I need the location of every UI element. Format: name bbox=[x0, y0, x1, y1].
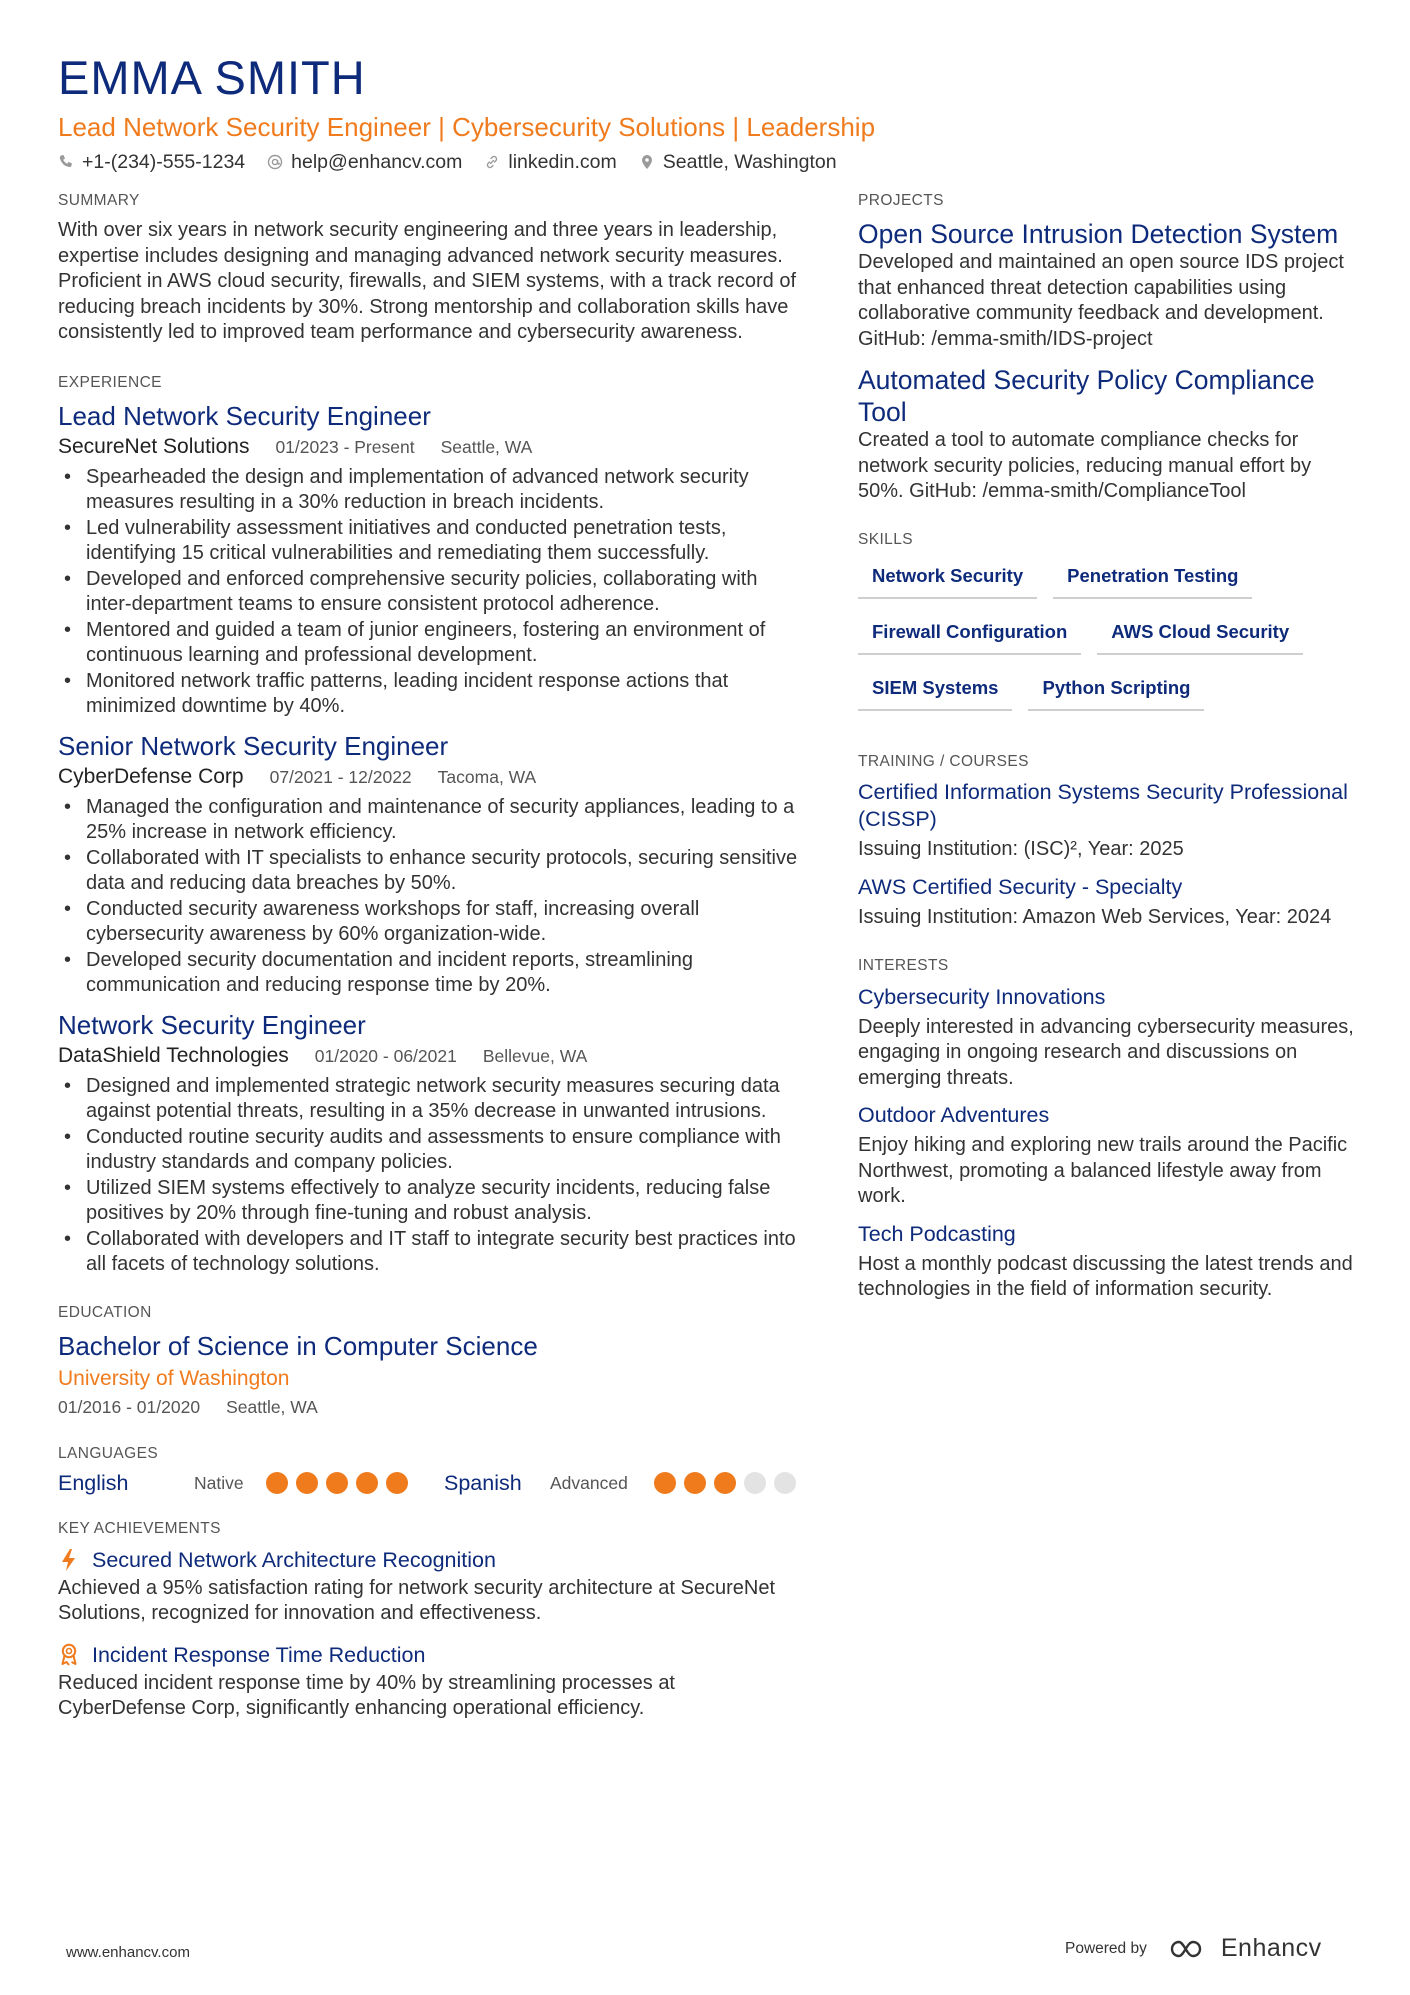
company-name: CyberDefense Corp bbox=[58, 764, 244, 788]
projects-section bbox=[858, 190, 1358, 505]
contact-location bbox=[639, 148, 837, 176]
bullet-item: • Designed and implemented strategic network security measures securing data against potential threats, resulting in a 35% decrease in unwanted intrusions. bbox=[58, 1074, 808, 1125]
interest-text: Deeply interested in advancing cybersecurity measures, engaging in ongoing research and discussions on emerging threats. bbox=[858, 1015, 1354, 1089]
language-level: Native bbox=[194, 1472, 244, 1493]
job-meta bbox=[58, 433, 808, 461]
job-title: Senior Network Security Engineer bbox=[58, 730, 449, 761]
achievement-text: Reduced incident response time by 40% by streamlining processes at CyberDefense Corp, significantly enhancing operational efficiency. bbox=[58, 1671, 675, 1719]
resume-header bbox=[58, 50, 1358, 176]
section-title-courses: TRAINING / COURSES bbox=[858, 752, 1029, 770]
bullet-item: • Spearheaded the design and implementation of advanced network security measures resulting in a 30% reduction in breach incidents. bbox=[58, 465, 808, 516]
rating-dot-filled bbox=[296, 1472, 318, 1494]
enhancv-logo[interactable] bbox=[1169, 1934, 1322, 1963]
company-name: SecureNet Solutions bbox=[58, 434, 250, 458]
bullet-item: • Utilized SIEM systems effectively to analyze security incidents, reducing false positives by 20% through fine-tuning and robust analysis. bbox=[58, 1176, 808, 1227]
experience-entry bbox=[58, 400, 808, 720]
education-degree: Bachelor of Science in Computer Science bbox=[58, 1330, 538, 1361]
bullet-item: • Conducted security awareness workshops for staff, increasing overall cybersecurity awareness by 60% organization-wide. bbox=[58, 897, 808, 948]
experience-entry bbox=[58, 730, 808, 999]
award-icon bbox=[58, 1643, 80, 1667]
experience-section bbox=[58, 372, 808, 1278]
project-text: Created a tool to automate compliance checks for network security policies, reducing manual effort by 50%. GitHub: /emma-smith/ComplianceTool bbox=[858, 429, 1312, 502]
course-item bbox=[858, 779, 1358, 863]
section-title-languages: LANGUAGES bbox=[58, 1444, 159, 1462]
rating-dot-filled bbox=[266, 1472, 288, 1494]
contact-phone[interactable] bbox=[58, 148, 245, 176]
project-title: Open Source Intrusion Detection System bbox=[858, 219, 1339, 249]
language-rating bbox=[266, 1472, 408, 1494]
course-title: Certified Information Systems Security Professional (CISSP) bbox=[858, 779, 1348, 831]
lightning-icon bbox=[58, 1548, 80, 1572]
bullet-item: • Managed the configuration and maintenance of security appliances, leading to a 25% increase in network efficiency. bbox=[58, 795, 808, 846]
contact-row bbox=[58, 148, 1358, 176]
section-title-experience: EXPERIENCE bbox=[58, 373, 162, 391]
languages-section bbox=[58, 1443, 808, 1496]
company-name: DataShield Technologies bbox=[58, 1043, 289, 1067]
bullet-item: • Developed security documentation and incident reports, streamlining communication and reducing response time by 20%. bbox=[58, 948, 808, 999]
interest-title: Outdoor Adventures bbox=[858, 1103, 1050, 1127]
job-title: Network Security Engineer bbox=[58, 1009, 366, 1040]
summary-text: With over six years in network security engineering and three years in leadership, expertise includes designing and managing advanced network security measures. Proficient in AWS cloud security, firewalls, and SIEM systems, with a track record of reducing breach incidents by 30%. Strong mentorship and collaboration skills have consistently led to improved team performance and cybersecurity awareness. bbox=[58, 219, 797, 343]
project-item bbox=[858, 364, 1358, 505]
language-name: Spanish bbox=[444, 1470, 522, 1495]
enhancv-logo-icon bbox=[1169, 1938, 1213, 1960]
achievement-title: Incident Response Time Reduction bbox=[92, 1642, 426, 1667]
achievements-section bbox=[58, 1518, 808, 1722]
section-title-skills: SKILLS bbox=[858, 530, 913, 548]
candidate-name: EMMA SMITH bbox=[58, 51, 366, 104]
language-level: Advanced bbox=[550, 1472, 628, 1493]
right-column bbox=[858, 190, 1358, 1303]
skill-tag: Network Security bbox=[858, 557, 1037, 599]
project-item bbox=[858, 218, 1358, 352]
project-title: Automated Security Policy Compliance Tool bbox=[858, 365, 1315, 427]
course-item bbox=[858, 874, 1358, 931]
rating-dot-filled bbox=[654, 1472, 676, 1494]
education-dates: 01/2016 - 01/2020 bbox=[58, 1396, 201, 1417]
interest-item bbox=[858, 983, 1358, 1092]
skills-section bbox=[858, 529, 1358, 711]
section-title-summary: SUMMARY bbox=[58, 192, 140, 209]
summary-section bbox=[58, 190, 808, 346]
phone-icon bbox=[58, 154, 74, 170]
candidate-tagline: Lead Network Security Engineer | Cybersecurity Solutions | Leadership bbox=[58, 112, 876, 142]
skills-list bbox=[858, 557, 1358, 711]
rating-dot-filled bbox=[356, 1472, 378, 1494]
courses-section bbox=[858, 751, 1358, 931]
skill-tag: Python Scripting bbox=[1028, 669, 1204, 711]
powered-by-label: Powered by bbox=[1065, 1939, 1147, 1957]
language-rating bbox=[654, 1472, 796, 1494]
job-dates: 07/2021 - 12/2022 bbox=[269, 766, 412, 787]
interest-title: Cybersecurity Innovations bbox=[858, 984, 1106, 1009]
job-location: Seattle, WA bbox=[440, 436, 533, 457]
interest-text: Host a monthly podcast discussing the latest trends and technologies in the field of information security. bbox=[858, 1252, 1353, 1300]
education-school: University of Washington bbox=[58, 1366, 290, 1390]
interest-text: Enjoy hiking and exploring new trails around the Pacific Northwest, promoting a balanced lifestyle away from work. bbox=[858, 1134, 1348, 1207]
job-meta bbox=[58, 1042, 808, 1070]
email-text: help@enhancv.com bbox=[291, 151, 463, 173]
job-location: Tacoma, WA bbox=[437, 766, 537, 787]
course-text: Issuing Institution: (ISC)², Year: 2025 bbox=[858, 837, 1184, 860]
rating-dot-filled bbox=[684, 1472, 706, 1494]
left-column bbox=[58, 190, 808, 1722]
bullet-item: • Mentored and guided a team of junior engineers, fostering an environment of continuous learning and professional development. bbox=[58, 618, 808, 669]
interests-section bbox=[858, 955, 1358, 1303]
job-location: Bellevue, WA bbox=[482, 1045, 588, 1066]
project-text: Developed and maintained an open source IDS project that enhanced threat detection capabilities using collaborative community feedback and development. GitHub: /emma-smith/IDS-project bbox=[858, 251, 1344, 350]
location-text: Seattle, Washington bbox=[662, 151, 837, 173]
bullet-item: • Developed and enforced comprehensive security policies, collaborating with inter-department teams to ensure consistent protocol adherence. bbox=[58, 567, 808, 618]
footer-website[interactable]: www.enhancv.com bbox=[66, 1944, 190, 1961]
achievement-item bbox=[58, 1546, 808, 1627]
linkedin-text: linkedin.com bbox=[508, 151, 617, 173]
education-meta bbox=[58, 1393, 808, 1421]
achievement-title: Secured Network Architecture Recognition bbox=[92, 1547, 496, 1572]
bullet-item: • Monitored network traffic patterns, leading incident response actions that minimized downtime by 40%. bbox=[58, 669, 808, 720]
skill-tag: Penetration Testing bbox=[1053, 557, 1252, 599]
link-icon bbox=[484, 154, 500, 170]
experience-entry bbox=[58, 1009, 808, 1278]
contact-email[interactable] bbox=[267, 148, 462, 176]
rating-dot-empty bbox=[774, 1472, 796, 1494]
section-title-projects: PROJECTS bbox=[858, 192, 944, 209]
skill-tag: SIEM Systems bbox=[858, 669, 1012, 711]
interest-item bbox=[858, 1101, 1358, 1210]
job-title: Lead Network Security Engineer bbox=[58, 400, 431, 431]
achievement-text: Achieved a 95% satisfaction rating for network security architecture at SecureNet Solutions, recognized for innovation and effectiveness. bbox=[58, 1576, 776, 1624]
section-title-achievements: KEY ACHIEVEMENTS bbox=[58, 1519, 221, 1537]
at-icon bbox=[267, 154, 283, 170]
job-bullets bbox=[58, 1074, 808, 1278]
skill-tag: AWS Cloud Security bbox=[1097, 613, 1303, 655]
phone-text: +1-(234)-555-1234 bbox=[82, 151, 246, 173]
interest-title: Tech Podcasting bbox=[858, 1221, 1016, 1246]
rating-dot-filled bbox=[714, 1472, 736, 1494]
language-name: English bbox=[58, 1470, 129, 1495]
job-bullets bbox=[58, 795, 808, 999]
interest-item bbox=[858, 1220, 1358, 1303]
brand-name: Enhancv bbox=[1220, 1934, 1322, 1962]
section-title-education: EDUCATION bbox=[58, 1303, 152, 1321]
job-bullets bbox=[58, 465, 808, 720]
bullet-item: • Conducted routine security audits and assessments to ensure compliance with industry standards and company policies. bbox=[58, 1125, 808, 1176]
languages-row bbox=[58, 1471, 808, 1496]
course-text: Issuing Institution: Amazon Web Services, Year: 2024 bbox=[858, 906, 1332, 928]
skill-tag: Firewall Configuration bbox=[858, 613, 1081, 655]
education-section bbox=[58, 1302, 808, 1421]
section-title-interests: INTERESTS bbox=[858, 956, 949, 974]
education-location: Seattle, WA bbox=[226, 1396, 318, 1417]
bullet-item: • Collaborated with developers and IT staff to integrate security best practices into all facets of technology solutions. bbox=[58, 1227, 808, 1278]
rating-dot-filled bbox=[326, 1472, 348, 1494]
footer-branding bbox=[1065, 1934, 1322, 1963]
job-meta bbox=[58, 763, 808, 791]
rating-dot-empty bbox=[744, 1472, 766, 1494]
job-dates: 01/2020 - 06/2021 bbox=[314, 1045, 457, 1066]
achievement-item bbox=[58, 1641, 808, 1722]
job-dates: 01/2023 - Present bbox=[275, 436, 415, 457]
course-title: AWS Certified Security - Specialty bbox=[858, 875, 1183, 899]
bullet-item: • Led vulnerability assessment initiatives and conducted penetration tests, identifying 15 critical vulnerabilities and remediating them successfully. bbox=[58, 516, 808, 567]
bullet-item: • Collaborated with IT specialists to enhance security protocols, securing sensitive data and reducing data breaches by 50%. bbox=[58, 846, 808, 897]
contact-linkedin[interactable] bbox=[484, 148, 616, 176]
rating-dot-filled bbox=[386, 1472, 408, 1494]
location-pin-icon bbox=[639, 154, 655, 170]
